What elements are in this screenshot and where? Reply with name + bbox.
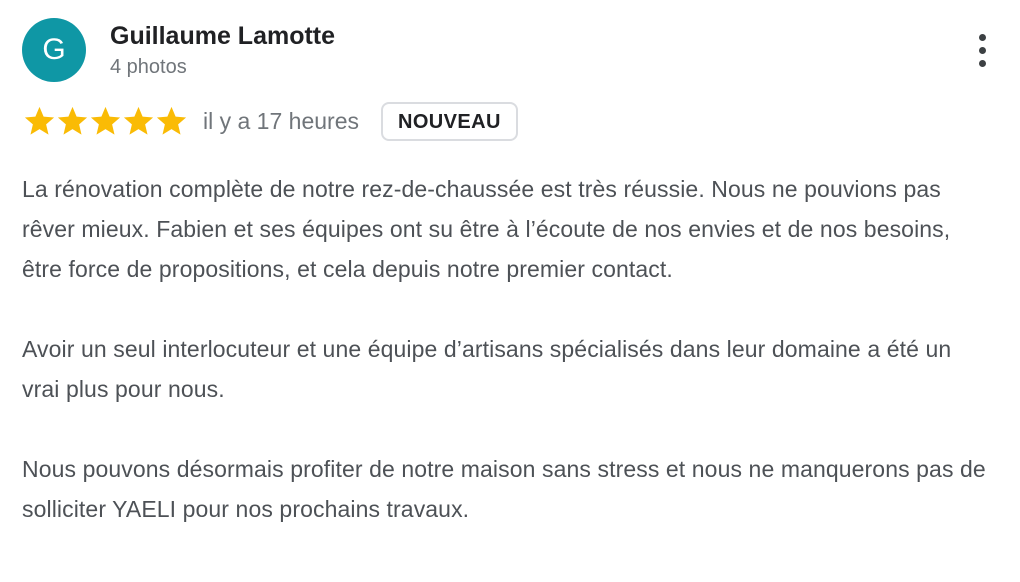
review-text	[22, 169, 990, 529]
review-paragraph: Nous pouvons désormais profiter de notre maison sans stress et nous ne manquerons pas de solliciter YAELI pour nos prochains travaux.	[22, 456, 986, 522]
star-icon	[22, 104, 57, 139]
more-options-icon	[979, 34, 986, 67]
star-icon	[88, 104, 123, 139]
more-options-button[interactable]	[971, 26, 994, 75]
new-badge: NOUVEAU	[381, 102, 518, 141]
author-info	[110, 21, 335, 80]
review-paragraph: La rénovation complète de notre rez-de-chaussée est très réussie. Nous ne pouvions pas rêver mieux. Fabien et ses équipes ont su être à l’écoute de nos envies et de nos besoins, être force de propositions, et cela depuis notre premier contact.	[22, 176, 951, 282]
avatar[interactable]	[22, 18, 86, 82]
review-header	[22, 18, 1000, 82]
avatar-initial: G	[42, 33, 66, 66]
author-name[interactable]: Guillaume Lamotte	[110, 21, 336, 50]
star-rating	[22, 104, 187, 139]
review-paragraph: Avoir un seul interlocuteur et une équipe d’artisans spécialisés dans leur domaine a été un vrai plus pour nous.	[22, 336, 952, 402]
star-icon	[121, 104, 156, 139]
review-timestamp: il y a 17 heures	[203, 107, 359, 134]
star-icon	[154, 104, 189, 139]
author-photo-count[interactable]: 4 photos	[110, 55, 187, 78]
rating-row	[22, 100, 1000, 142]
star-icon	[55, 104, 90, 139]
